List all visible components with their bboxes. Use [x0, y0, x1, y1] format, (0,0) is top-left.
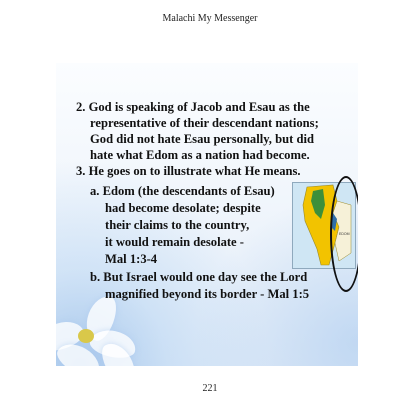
- slide-line: 2. God is speaking of Jacob and Esau as the: [76, 100, 310, 114]
- highlight-ellipse: [330, 176, 358, 292]
- page-header: Malachi My Messenger: [162, 13, 258, 24]
- slide-line: representative of their descendant nations;: [90, 116, 319, 130]
- slide-line: b. But Israel would one day see the Lord: [90, 270, 308, 284]
- slide: [56, 63, 358, 366]
- flower-decoration: [56, 301, 148, 366]
- slide-line: 3. He goes on to illustrate what He means.: [76, 164, 301, 178]
- svg-text:EDOM: EDOM: [339, 232, 350, 236]
- page-number: 221: [202, 383, 218, 394]
- slide-line: it would remain desolate -: [105, 235, 244, 249]
- slide-line: Mal 1:3-4: [105, 252, 158, 266]
- slide-line: magnified beyond its border - Mal 1:5: [105, 287, 310, 301]
- slide-line: hate what Edom as a nation had become.: [90, 148, 310, 162]
- slide-line: God did not hate Esau personally, but did: [90, 132, 314, 146]
- slide-line: a. Edom (the descendants of Esau): [90, 184, 275, 198]
- slide-line: had become desolate; despite: [105, 201, 261, 215]
- slide-line: their claims to the country,: [105, 218, 250, 232]
